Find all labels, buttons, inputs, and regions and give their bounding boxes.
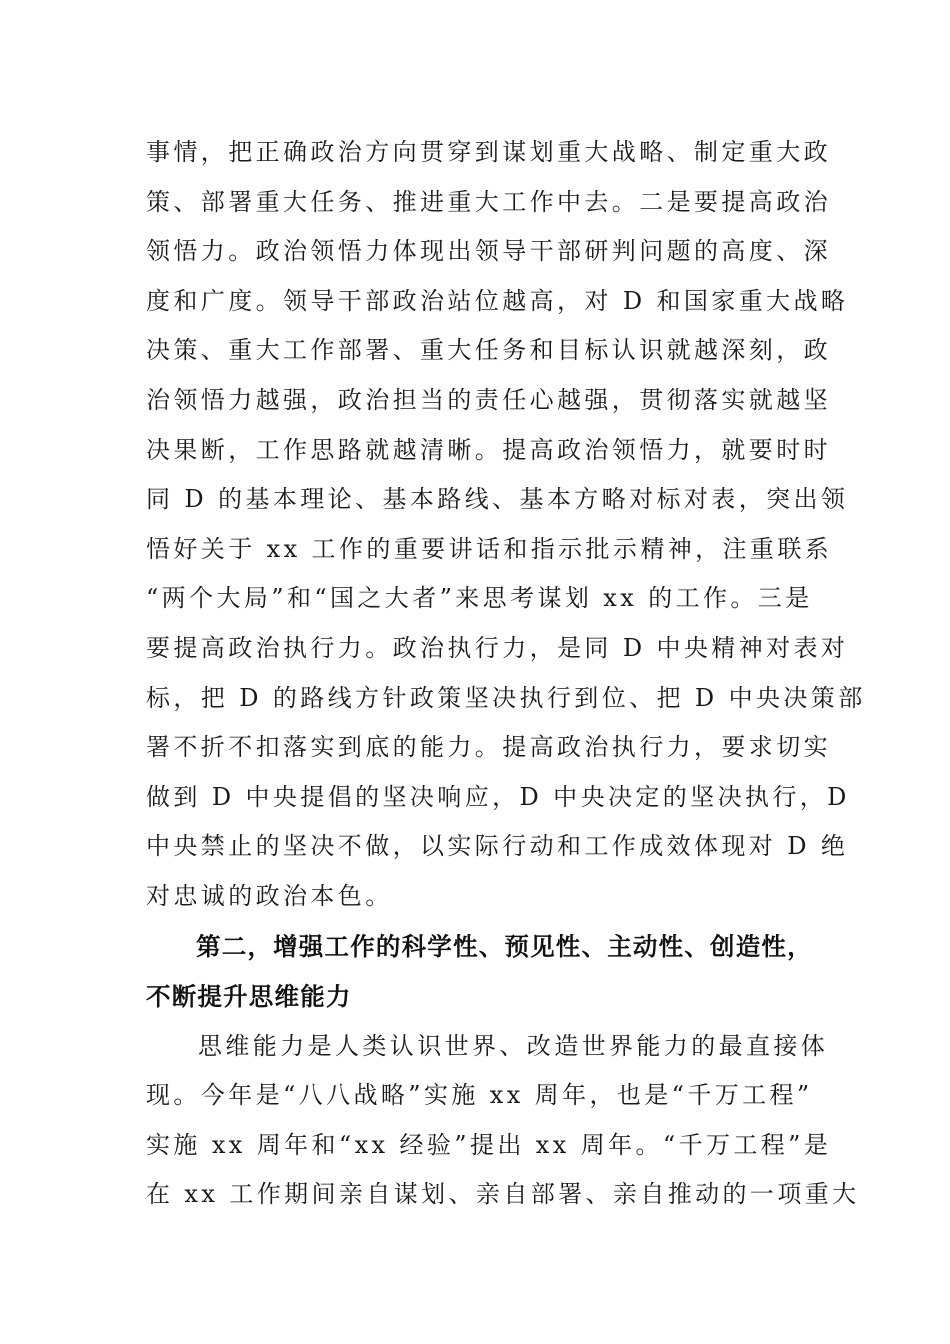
text-line: 决策、重大工作部署、重大任务和目标认识就越深刻，政 (146, 336, 831, 365)
text-line: 做到 D 中央提倡的坚决响应，D 中央决定的坚决执行，D (146, 782, 850, 811)
text-line: 策、部署重大任务、推进重大工作中去。二是要提高政治 (146, 187, 831, 216)
text-line: 在 xx 工作期间亲自谋划、亲自部署、亲自推动的一项重大 (146, 1180, 860, 1209)
text-line: 领悟力。政治领悟力体现出领导干部研判问题的高度、深 (146, 237, 831, 266)
text-line: 现。今年是“八八战略”实施 xx 周年，也是“千万工程” (146, 1081, 813, 1110)
text-line: “两个大局”和“国之大者”来思考谋划 xx 的工作。三是 (146, 584, 813, 613)
section-heading (146, 922, 813, 1022)
text-line: 同 D 的基本理论、基本路线、基本方略对标对表，突出领 (146, 485, 849, 514)
text-line: 中央禁止的坚决不做，以实际行动和工作成效体现对 D 绝 (146, 832, 849, 861)
text-line: 实施 xx 周年和“xx 经验”提出 xx 周年。“千万工程”是 (146, 1130, 832, 1159)
heading-line: 第二，增强工作的科学性、预见性、主动性、创造性， (196, 931, 813, 961)
paragraph-thinking-capacity (146, 1022, 860, 1220)
text-line: 悟好关于 xx 工作的重要讲话和指示批示精神，注重联系 (146, 534, 833, 563)
heading-line: 不断提升思维能力 (146, 981, 352, 1011)
text-line: 事情，把正确政治方向贯穿到谋划重大战略、制定重大政 (146, 138, 831, 166)
text-line: 标，把 D 的路线方针政策坚决执行到位、把 D 中央决策部 (146, 683, 866, 712)
text-line: 对忠诚的政治本色。 (146, 881, 393, 910)
text-line: 决果断，工作思路就越清晰。提高政治领悟力，就要时时 (146, 435, 831, 464)
paragraph-political-capacity (146, 128, 866, 922)
document-body (146, 128, 866, 1220)
text-line: 要提高政治执行力。政治执行力，是同 D 中央精神对表对 (146, 633, 849, 662)
text-line: 治领悟力越强，政治担当的责任心越强，贯彻落实就越坚 (146, 385, 831, 414)
text-line: 度和广度。领导干部政治站位越高，对 D 和国家重大战略 (146, 286, 849, 315)
text-line: 署不折不扣落实到底的能力。提高政治执行力，要求切实 (146, 733, 831, 762)
text-line: 思维能力是人类认识世界、改造世界能力的最直接体 (198, 1031, 829, 1060)
